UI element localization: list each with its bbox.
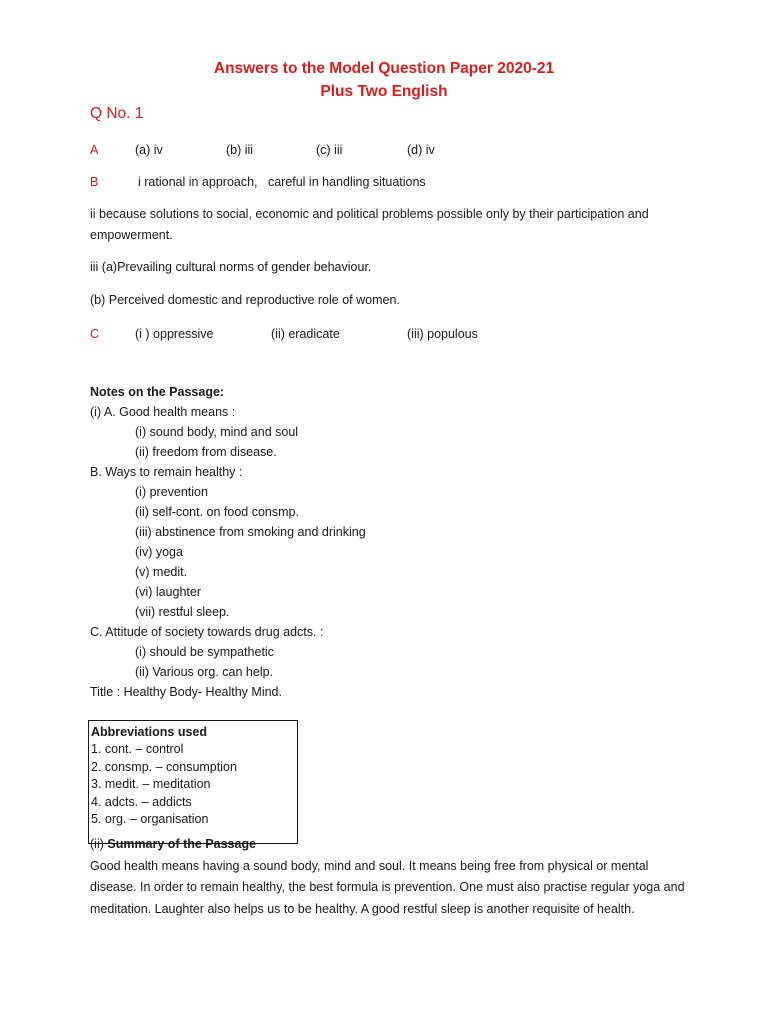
- notes-row: (i) prevention: [135, 485, 208, 499]
- notes-row: (vi) laughter: [135, 585, 201, 599]
- abbreviation-item: 5. org. – organisation: [91, 812, 209, 827]
- abbreviation-item: 2. consmp. – consumption: [91, 759, 237, 774]
- notes-row: (iii) abstinence from smoking and drinking: [135, 525, 366, 539]
- summary-prefix: (ii): [90, 837, 108, 851]
- summary-heading: Summary of the Passage: [107, 837, 257, 851]
- section-a-label: A: [90, 143, 99, 157]
- notes-title-row: Title : Healthy Body- Healthy Mind.: [90, 685, 282, 699]
- abbreviation-item: 1. cont. – control: [91, 742, 184, 757]
- section-a-answer: (c) iii: [316, 143, 343, 157]
- section-c-label: C: [90, 327, 100, 341]
- notes-row: B. Ways to remain healthy :: [90, 465, 243, 479]
- abbreviation-item: 4. adcts. – addicts: [91, 794, 192, 809]
- notes-row: (i) sound body, mind and soul: [135, 425, 299, 439]
- section-b-label: B: [90, 175, 99, 189]
- section-c-answer: (ii) eradicate: [271, 327, 340, 341]
- section-c-answer: (iii) populous: [407, 327, 478, 341]
- section-b-answer-2: ii because solutions to social, economic and political problems possible only by their participation and empowerment.: [90, 207, 649, 242]
- notes-row: (ii) Various org. can help.: [135, 665, 274, 679]
- notes-row: (v) medit.: [135, 565, 188, 579]
- section-b-answer-1: i rational in approach, careful in handling situations: [138, 175, 426, 189]
- section-a-answer: (d) iv: [407, 143, 435, 157]
- abbreviation-item: 3. medit. – meditation: [91, 777, 211, 792]
- document-title: Answers to the Model Question Paper 2020-21: [213, 60, 555, 77]
- section-b-answer-3a: iii (a)Prevailing cultural norms of gender behaviour.: [90, 260, 372, 274]
- notes-row: (vii) restful sleep.: [135, 605, 230, 619]
- abbreviations-box: [88, 720, 298, 844]
- abbreviations-heading: Abbreviations used: [91, 725, 207, 739]
- notes-row: (ii) self-cont. on food consmp.: [135, 505, 299, 519]
- document-subtitle: Plus Two English: [320, 83, 448, 100]
- notes-row: (i) should be sympathetic: [135, 645, 274, 659]
- section-c-answer: (i ) oppressive: [135, 327, 214, 341]
- notes-row: C. Attitude of society towards drug adcts. :: [90, 625, 324, 639]
- summary-section: [90, 834, 690, 920]
- notes-row: (ii) freedom from disease.: [135, 445, 277, 459]
- section-a-answer: (b) iii: [226, 143, 254, 157]
- notes-heading: Notes on the Passage:: [90, 385, 225, 399]
- notes-section: [90, 382, 366, 702]
- notes-row: (iv) yoga: [135, 545, 183, 559]
- question-number: Q No. 1: [90, 105, 144, 122]
- summary-body: Good health means having a sound body, mind and soul. It means being free from physical or mental disease. In order to remain healthy, the best formula is prevention. One must also practise regular yoga and meditation. Laughter also helps us to be healthy. A good restful sleep is another requisite of health.: [90, 858, 685, 916]
- section-b-answer-3b: (b) Perceived domestic and reproductive role of women.: [90, 293, 400, 307]
- section-a-answer: (a) iv: [135, 143, 163, 157]
- notes-row: (i) A. Good health means :: [90, 405, 236, 419]
